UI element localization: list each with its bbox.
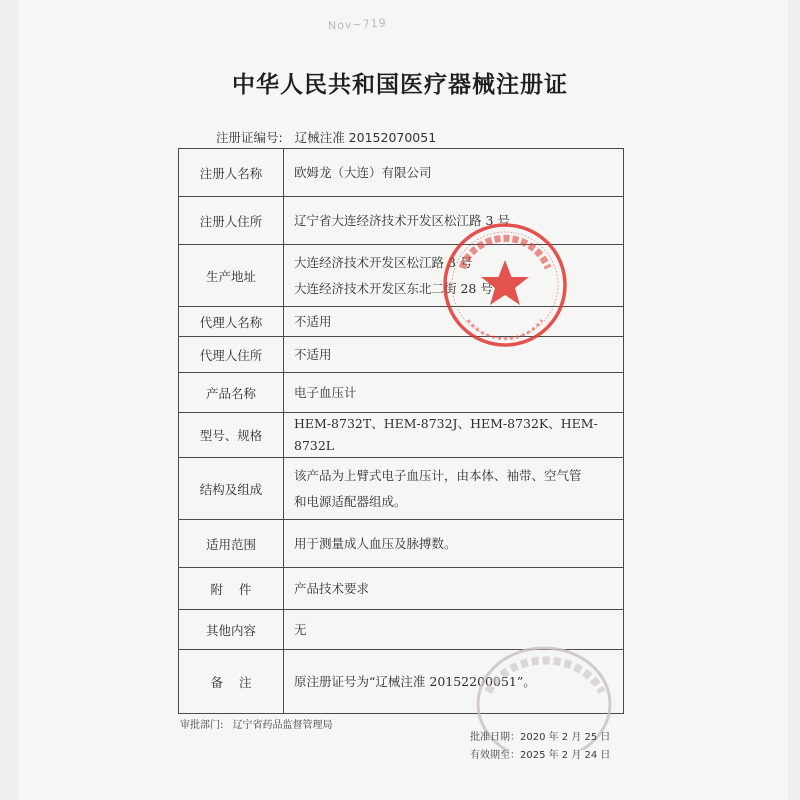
table-row xyxy=(179,458,624,520)
row-value-line: 该产品为上臂式电子血压计，由本体、袖带、空气管 xyxy=(294,467,582,483)
row-label: 适用范围 xyxy=(179,520,284,568)
row-label: 备 注 xyxy=(179,650,284,714)
row-value xyxy=(284,458,624,520)
registration-number-value: 辽械注准 20152070051 xyxy=(294,130,437,145)
row-label: 附 件 xyxy=(179,568,284,610)
row-value: 电子血压计 xyxy=(284,373,624,413)
approver-label: 审批部门: xyxy=(180,720,224,731)
row-label: 其他内容 xyxy=(179,610,284,650)
row-value: 不适用 xyxy=(284,337,624,373)
row-value: 辽宁省大连经济技术开发区松江路 3 号 xyxy=(284,197,624,245)
approver-name: 辽宁省药品监督管理局 xyxy=(232,720,333,731)
row-label: 生产地址 xyxy=(179,245,284,307)
row-value-line: 大连经济技术开发区松江路 3 号 xyxy=(294,254,473,270)
row-value: 产品技术要求 xyxy=(284,568,624,610)
registration-number xyxy=(216,128,436,146)
row-label: 产品名称 xyxy=(179,373,284,413)
row-value-line: 和电源适配器组成。 xyxy=(294,493,407,509)
row-value: 欧姆龙（大连）有限公司 xyxy=(284,149,624,197)
page-title: 中华人民共和国医疗器械注册证 xyxy=(232,72,568,98)
table-row xyxy=(179,568,624,610)
table-row xyxy=(179,413,624,458)
table-row xyxy=(179,520,624,568)
handwritten-note: Nov~719 xyxy=(327,16,387,33)
row-label: 结构及组成 xyxy=(179,458,284,520)
row-value-line: 大连经济技术开发区东北二街 28 号 xyxy=(294,280,493,296)
table-row xyxy=(179,149,624,197)
row-label: 代理人住所 xyxy=(179,337,284,373)
valid-until-date: 有效期至：2025 年 2 月 24 日 xyxy=(470,750,611,761)
company-seal-stamp xyxy=(440,220,570,350)
row-value: 原注册证号为“辽械注准 20152200051”。 xyxy=(284,650,624,714)
row-value: 无 xyxy=(284,610,624,650)
row-label: 注册人名称 xyxy=(179,149,284,197)
row-label: 型号、规格 xyxy=(179,413,284,458)
registration-number-label: 注册证编号: xyxy=(216,130,283,145)
table-row xyxy=(179,373,624,413)
row-value: 不适用 xyxy=(284,307,624,337)
approval-date: 批准日期：2020 年 2 月 25 日 xyxy=(470,732,611,743)
row-label: 注册人住所 xyxy=(179,197,284,245)
row-value: HEM-8732T、HEM-8732J、HEM-8732K、HEM-8732L xyxy=(284,413,624,458)
approver-line xyxy=(180,716,333,731)
row-label: 代理人名称 xyxy=(179,307,284,337)
row-value: 用于测量成人血压及脉搏数。 xyxy=(284,520,624,568)
